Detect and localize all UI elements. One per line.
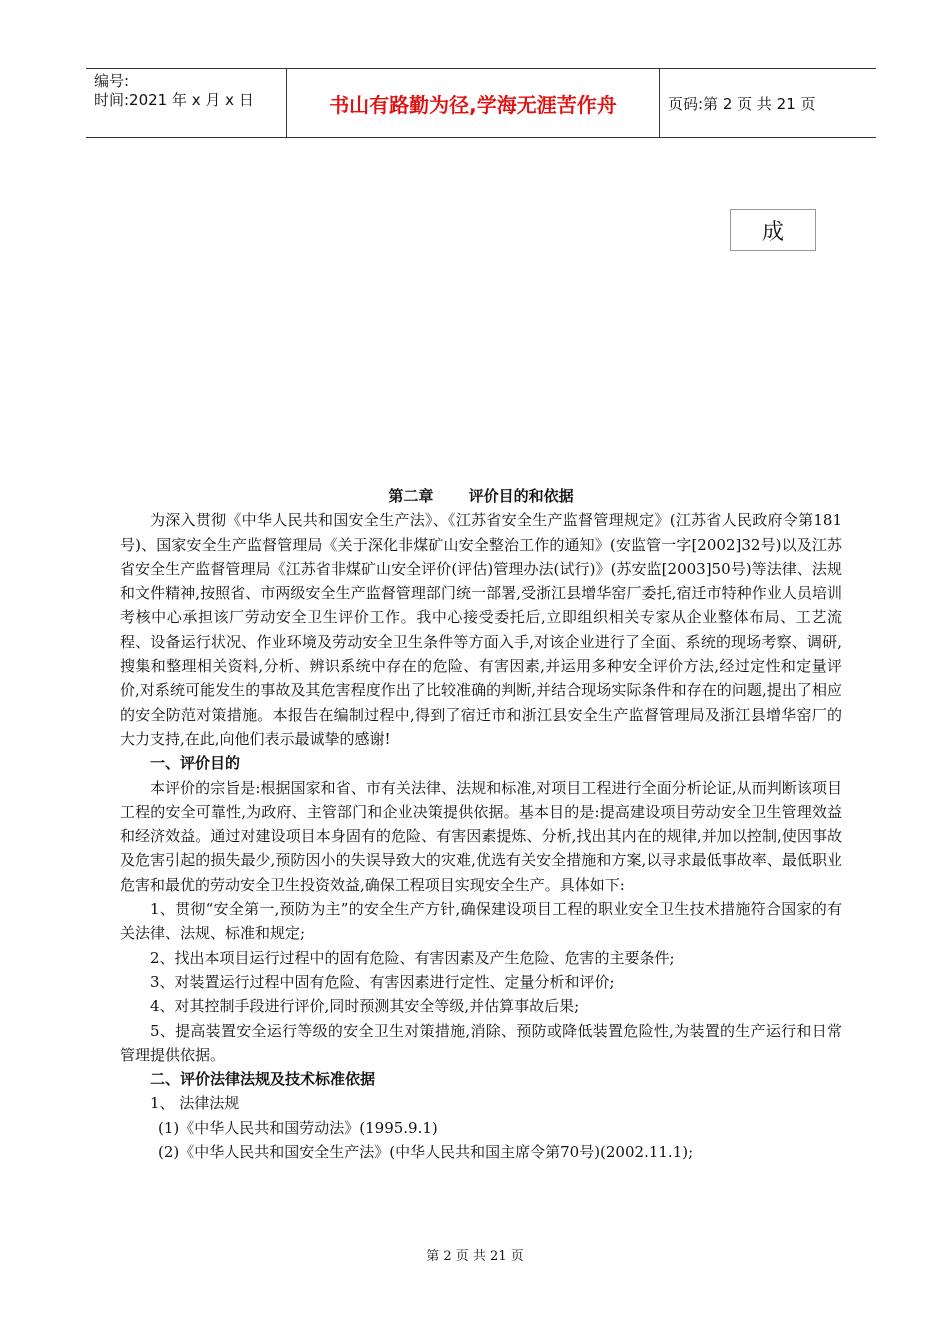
section-heading-purpose: 一、评价目的 <box>150 754 241 773</box>
header-motto: 书山有路勤为径,学海无涯苦作舟 <box>286 69 660 137</box>
goal-item: 5、提高装置安全运行等级的安全卫生对策措施,消除、预防或降低装置危险性,为装置的生产运行和日常管理提供依据。 <box>120 1021 842 1064</box>
chapter-title: 第二章 评价目的和依据 <box>388 487 574 505</box>
subsection-heading-laws: 1、 法律法规 <box>150 1094 240 1113</box>
purpose-paragraph: 本评价的宗旨是:根据国家和省、市有关法律、法规和标准,对项目工程进行全面分析论证,从而判断该项目工程的安全可靠性,为政府、主管部门和企业决策提供依据。基本目的是:提高建设项目劳动安全卫生管理效益和经济效益。通过对建设项目本身固有的危险、有害因素提炼、分析,找出其内在的规律,并加以控制,使因事故及危害引起的损失最少,预防因小的失误导致大的灾难,优选有关安全措施和方案,以寻求最低事故率、最低职业危害和最优的劳动安全卫生投资效益,确保工程项目实现安全生产。具体如下: <box>120 778 842 894</box>
header-page-number: 页码:第 2 页 共 21 页 <box>668 94 816 113</box>
goal-item: 3、对装置运行过程中固有危险、有害因素进行定性、定量分析和评价; <box>150 972 615 991</box>
header-meta <box>86 69 286 137</box>
page-header <box>86 68 876 138</box>
page-footer: 第 2 页 共 21 页 <box>426 1249 524 1264</box>
goal-item: 1、贯彻“安全第一,预防为主”的安全生产方针,确保建设项目工程的职业安全卫生技术措施符合国家的有关法律、法规、标准和规定; <box>120 900 842 943</box>
section-heading-basis: 二、评价法律法规及技术标准依据 <box>150 1070 376 1089</box>
goal-item: 4、对其控制手段进行评价,同时预测其安全等级,并估算事故后果; <box>150 997 580 1016</box>
document-body <box>120 484 842 1164</box>
code-label: 编号: <box>94 72 130 90</box>
law-item: (2)《中华人民共和国安全生产法》(中华人民共和国主席令第70号)(2002.11.1); <box>158 1143 694 1162</box>
intro-paragraph: 为深入贯彻《中华人民共和国安全生产法》、《江苏省安全生产监督管理规定》(江苏省人民政府令第181号)、国家安全生产监督管理局《关于深化非煤矿山安全整治工作的通知》(安监管一字[2002]32号)以及江苏省安全生产监督管理局《江苏省非煤矿山安全评价(评估)管理办法(试行)》(苏安监[2003]50号)等法律、法规和文件精神,按照省、市两级安全生产监督管理部门统一部署,受浙江县增华窑厂委托,宿迁市特种作业人员培训考核中心承担该厂劳动安全卫生评价工作。我中心接受委托后,立即组织相关专家从企业整体布局、工艺流程、设备运行状况、作业环境及劳动安全卫生条件等方面入手,对该企业进行了全面、系统的现场考察、调研,搜集和整理相关资料,分析、辨识系统中存在的危险、有害因素,并运用多种安全评价方法,经过定性和定量评价,对系统可能发生的事故及其危害程度作出了比较准确的判断,并结合现场实际条件和存在的问题,提出了相应的安全防范对策措施。本报告在编制过程中,得到了宿迁市和浙江县安全生产监督管理局及浙江县增华窑厂的大力支持,在此,向他们表示最诚挚的感谢! <box>120 511 842 748</box>
time-label: 时间:2021 年 x 月 x 日 <box>94 91 254 109</box>
goal-item: 2、找出本项目运行过程中的固有危险、有害因素及产生危险、危害的主要条件; <box>150 948 675 967</box>
law-item: (1)《中华人民共和国劳动法》(1995.9.1) <box>158 1118 438 1137</box>
stamp-box: 成 <box>730 209 816 251</box>
